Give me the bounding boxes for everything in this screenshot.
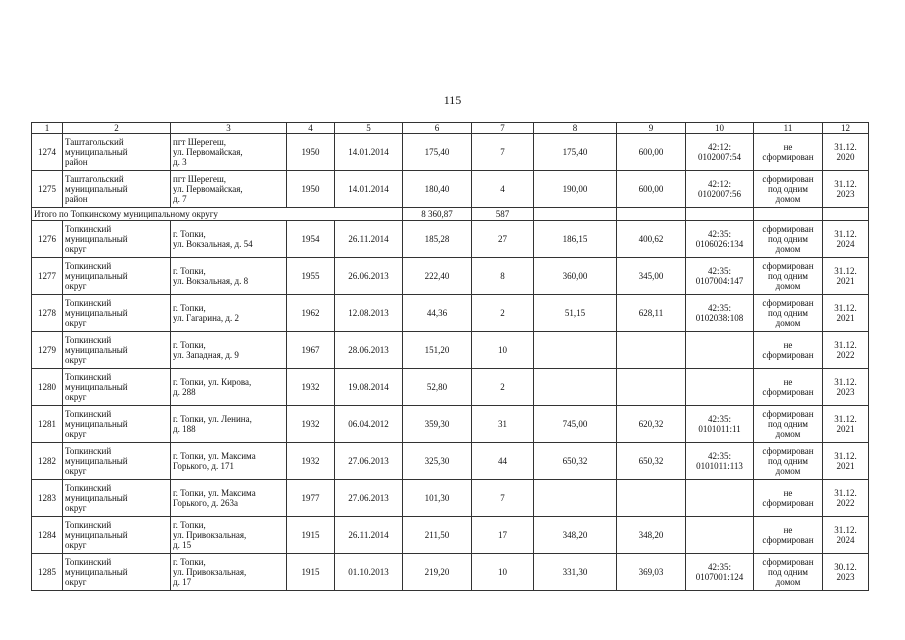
emergency-date-cell: 19.08.2014 (335, 369, 403, 406)
land-status-cell: сформирован под одним домом (754, 443, 823, 480)
table-row (32, 134, 869, 171)
build-year-cell: 1932 (287, 369, 335, 406)
deadline-cell: 31.12. 2021 (823, 406, 869, 443)
land-area-cell: 360,00 (534, 258, 617, 295)
col-header: 8 (534, 123, 617, 134)
build-year-cell: 1962 (287, 295, 335, 332)
land-status-cell: не сформирован (754, 369, 823, 406)
build-year-cell: 1977 (287, 480, 335, 517)
address-cell: г. Топки, ул. Гагарина, д. 2 (171, 295, 287, 332)
row-number-cell: 1282 (32, 443, 63, 480)
land-status-cell: сформирован под одним домом (754, 258, 823, 295)
cadastral-number-cell: 42:35: 0102038:108 (686, 295, 754, 332)
land-status-cell: сформирован под одним домом (754, 171, 823, 208)
total-label: Итого по Топкинскому муниципальному округу (32, 208, 403, 221)
table-row (32, 295, 869, 332)
price-cell: 369,03 (617, 554, 686, 591)
area-cell: 219,20 (403, 554, 472, 591)
cadastral-number-cell (686, 480, 754, 517)
row-number-cell: 1278 (32, 295, 63, 332)
municipality-cell: Топкинский муниципальный округ (63, 517, 171, 554)
area-cell: 180,40 (403, 171, 472, 208)
residents-cell: 10 (472, 554, 534, 591)
row-number-cell: 1279 (32, 332, 63, 369)
col-header: 3 (171, 123, 287, 134)
table-row (32, 221, 869, 258)
address-cell: г. Топки, ул. Максима Горького, д. 171 (171, 443, 287, 480)
row-number-cell: 1277 (32, 258, 63, 295)
address-cell: г. Топки, ул. Вокзальная, д. 8 (171, 258, 287, 295)
address-cell: г. Топки, ул. Вокзальная, д. 54 (171, 221, 287, 258)
table-row (32, 406, 869, 443)
price-cell (617, 480, 686, 517)
land-status-cell: сформирован под одним домом (754, 554, 823, 591)
emergency-date-cell: 27.06.2013 (335, 443, 403, 480)
deadline-cell: 31.12. 2021 (823, 258, 869, 295)
col-header: 10 (686, 123, 754, 134)
cadastral-number-cell: 42:35: 0101011:113 (686, 443, 754, 480)
municipality-cell: Топкинский муниципальный округ (63, 332, 171, 369)
cadastral-number-cell: 42:35: 0107004:147 (686, 258, 754, 295)
col-header: 9 (617, 123, 686, 134)
area-cell: 175,40 (403, 134, 472, 171)
cadastral-number-cell (686, 369, 754, 406)
deadline-cell: 31.12. 2024 (823, 221, 869, 258)
empty-cell (534, 208, 617, 221)
emergency-date-cell: 14.01.2014 (335, 171, 403, 208)
cadastral-number-cell: 42:12: 0102007:56 (686, 171, 754, 208)
area-cell: 185,28 (403, 221, 472, 258)
build-year-cell: 1967 (287, 332, 335, 369)
address-cell: г. Топки, ул. Западная, д. 9 (171, 332, 287, 369)
municipality-cell: Таштагольский муниципальный район (63, 171, 171, 208)
col-header: 5 (335, 123, 403, 134)
emergency-date-cell: 06.04.2012 (335, 406, 403, 443)
residents-cell: 27 (472, 221, 534, 258)
price-cell: 348,20 (617, 517, 686, 554)
land-area-cell (534, 332, 617, 369)
row-number-cell: 1280 (32, 369, 63, 406)
row-number-cell: 1276 (32, 221, 63, 258)
land-status-cell: не сформирован (754, 480, 823, 517)
residents-cell: 7 (472, 134, 534, 171)
row-number-cell: 1281 (32, 406, 63, 443)
residents-cell: 2 (472, 369, 534, 406)
municipality-cell: Топкинский муниципальный округ (63, 258, 171, 295)
municipality-cell: Таштагольский муниципальный район (63, 134, 171, 171)
emergency-date-cell: 14.01.2014 (335, 134, 403, 171)
price-cell: 400,62 (617, 221, 686, 258)
price-cell: 620,32 (617, 406, 686, 443)
build-year-cell: 1950 (287, 171, 335, 208)
deadline-cell: 31.12. 2021 (823, 443, 869, 480)
build-year-cell: 1915 (287, 554, 335, 591)
municipality-cell: Топкинский муниципальный округ (63, 369, 171, 406)
col-header: 12 (823, 123, 869, 134)
municipality-cell: Топкинский муниципальный округ (63, 221, 171, 258)
land-area-cell (534, 480, 617, 517)
cadastral-number-cell: 42:12: 0102007:54 (686, 134, 754, 171)
build-year-cell: 1950 (287, 134, 335, 171)
price-cell: 628,11 (617, 295, 686, 332)
land-area-cell: 51,15 (534, 295, 617, 332)
table-row (32, 258, 869, 295)
land-area-cell (534, 369, 617, 406)
deadline-cell: 30.12. 2023 (823, 554, 869, 591)
residents-cell: 2 (472, 295, 534, 332)
col-header: 2 (63, 123, 171, 134)
total-row (32, 208, 869, 221)
row-number-cell: 1285 (32, 554, 63, 591)
land-area-cell: 331,30 (534, 554, 617, 591)
price-cell: 600,00 (617, 171, 686, 208)
build-year-cell: 1932 (287, 406, 335, 443)
deadline-cell: 31.12. 2020 (823, 134, 869, 171)
municipality-cell: Топкинский муниципальный округ (63, 554, 171, 591)
total-residents: 587 (472, 208, 534, 221)
col-header: 1 (32, 123, 63, 134)
area-cell: 44,36 (403, 295, 472, 332)
empty-cell (754, 208, 823, 221)
residents-cell: 10 (472, 332, 534, 369)
build-year-cell: 1932 (287, 443, 335, 480)
residents-cell: 17 (472, 517, 534, 554)
table-row (32, 332, 869, 369)
cadastral-number-cell: 42:35: 0101011:11 (686, 406, 754, 443)
residents-cell: 8 (472, 258, 534, 295)
land-status-cell: сформирован под одним домом (754, 295, 823, 332)
residents-cell: 7 (472, 480, 534, 517)
land-area-cell: 745,00 (534, 406, 617, 443)
deadline-cell: 31.12. 2023 (823, 369, 869, 406)
row-number-cell: 1284 (32, 517, 63, 554)
empty-cell (823, 208, 869, 221)
municipality-cell: Топкинский муниципальный округ (63, 295, 171, 332)
empty-cell (686, 208, 754, 221)
area-cell: 211,50 (403, 517, 472, 554)
build-year-cell: 1955 (287, 258, 335, 295)
cadastral-number-cell: 42:35: 0106026:134 (686, 221, 754, 258)
area-cell: 325,30 (403, 443, 472, 480)
deadline-cell: 31.12. 2024 (823, 517, 869, 554)
area-cell: 52,80 (403, 369, 472, 406)
land-area-cell: 186,15 (534, 221, 617, 258)
deadline-cell: 31.12. 2023 (823, 171, 869, 208)
price-cell: 600,00 (617, 134, 686, 171)
emergency-date-cell: 28.06.2013 (335, 332, 403, 369)
emergency-date-cell: 26.06.2013 (335, 258, 403, 295)
cadastral-number-cell (686, 332, 754, 369)
deadline-cell: 31.12. 2022 (823, 480, 869, 517)
municipality-cell: Топкинский муниципальный округ (63, 406, 171, 443)
empty-cell (617, 208, 686, 221)
price-cell (617, 369, 686, 406)
housing-table (31, 122, 869, 591)
col-header: 7 (472, 123, 534, 134)
total-area: 8 360,87 (403, 208, 472, 221)
header-row (32, 123, 869, 134)
emergency-date-cell: 27.06.2013 (335, 480, 403, 517)
address-cell: пгт Шерегеш, ул. Первомайская, д. 3 (171, 134, 287, 171)
land-status-cell: не сформирован (754, 134, 823, 171)
table-row (32, 517, 869, 554)
col-header: 4 (287, 123, 335, 134)
address-cell: г. Топки, ул. Ленина, д. 188 (171, 406, 287, 443)
deadline-cell: 31.12. 2022 (823, 332, 869, 369)
col-header: 6 (403, 123, 472, 134)
price-cell: 650,32 (617, 443, 686, 480)
municipality-cell: Топкинский муниципальный округ (63, 480, 171, 517)
build-year-cell: 1915 (287, 517, 335, 554)
address-cell: г. Топки, ул. Максима Горького, д. 263а (171, 480, 287, 517)
land-status-cell: не сформирован (754, 332, 823, 369)
table-row (32, 480, 869, 517)
area-cell: 222,40 (403, 258, 472, 295)
row-number-cell: 1283 (32, 480, 63, 517)
table-row (32, 171, 869, 208)
emergency-date-cell: 26.11.2014 (335, 517, 403, 554)
price-cell (617, 332, 686, 369)
residents-cell: 44 (472, 443, 534, 480)
land-area-cell: 175,40 (534, 134, 617, 171)
address-cell: г. Топки, ул. Привокзальная, д. 15 (171, 517, 287, 554)
row-number-cell: 1275 (32, 171, 63, 208)
table-row (32, 443, 869, 480)
row-number-cell: 1274 (32, 134, 63, 171)
page-number: 115 (443, 93, 462, 107)
table-row (32, 369, 869, 406)
emergency-date-cell: 01.10.2013 (335, 554, 403, 591)
area-cell: 151,20 (403, 332, 472, 369)
land-area-cell: 348,20 (534, 517, 617, 554)
municipality-cell: Топкинский муниципальный округ (63, 443, 171, 480)
land-status-cell: не сформирован (754, 517, 823, 554)
area-cell: 359,30 (403, 406, 472, 443)
emergency-date-cell: 12.08.2013 (335, 295, 403, 332)
residents-cell: 4 (472, 171, 534, 208)
build-year-cell: 1954 (287, 221, 335, 258)
cadastral-number-cell: 42:35: 0107001:124 (686, 554, 754, 591)
area-cell: 101,30 (403, 480, 472, 517)
cadastral-number-cell (686, 517, 754, 554)
col-header: 11 (754, 123, 823, 134)
address-cell: г. Топки, ул. Привокзальная, д. 17 (171, 554, 287, 591)
address-cell: пгт Шерегеш, ул. Первомайская, д. 7 (171, 171, 287, 208)
land-area-cell: 190,00 (534, 171, 617, 208)
emergency-date-cell: 26.11.2014 (335, 221, 403, 258)
land-area-cell: 650,32 (534, 443, 617, 480)
residents-cell: 31 (472, 406, 534, 443)
price-cell: 345,00 (617, 258, 686, 295)
table-row (32, 554, 869, 591)
address-cell: г. Топки, ул. Кирова, д. 288 (171, 369, 287, 406)
land-status-cell: сформирован под одним домом (754, 221, 823, 258)
deadline-cell: 31.12. 2021 (823, 295, 869, 332)
land-status-cell: сформирован под одним домом (754, 406, 823, 443)
